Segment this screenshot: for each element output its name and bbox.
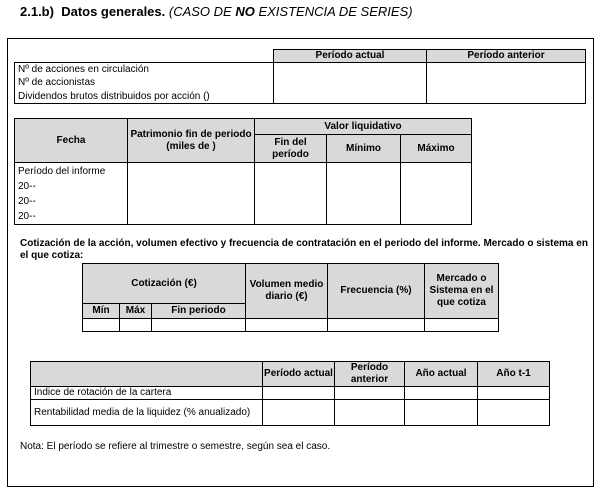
liquidity-previous-period[interactable] [335, 400, 405, 426]
col-nav-end: Fin del período [255, 135, 327, 163]
equity-value[interactable] [128, 163, 255, 225]
col-previous-period: Período anterior [427, 50, 586, 63]
nav-end-value[interactable] [255, 163, 327, 225]
market-value[interactable] [425, 319, 499, 332]
row-label-turnover: Índice de rotación de la cartera [31, 387, 263, 400]
quotation-max-value[interactable] [120, 319, 152, 332]
col-quotation-end: Fin periodo [152, 304, 246, 319]
row-label-liquidity-return: Rentabilidad media de la liquidez (% anualizado) [31, 400, 263, 426]
col-current-period: Período actual [274, 50, 427, 63]
section-number: 2.1.b) [20, 4, 54, 19]
turnover-current-period[interactable] [263, 387, 335, 400]
col-daily-volume: Volumen medio diario (€) [246, 264, 328, 319]
nav-min-value[interactable] [327, 163, 401, 225]
col-current-year: Año actual [405, 362, 478, 387]
previous-period-value[interactable] [427, 63, 586, 104]
date-labels [15, 163, 128, 225]
section-title: Datos generales. [61, 4, 166, 19]
row-label-shares: Nº de acciones en circulación [18, 64, 149, 75]
liquidity-current-period[interactable] [263, 400, 335, 426]
nav-max-value[interactable] [401, 163, 472, 225]
col-previous-period: Período anterior [335, 362, 405, 387]
share-quotation-table [82, 263, 499, 332]
liquidity-current-year[interactable] [405, 400, 478, 426]
daily-volume-value[interactable] [246, 319, 328, 332]
quotation-section-note: Cotización de la acción, volumen efectivo y frecuencia de contratación en el periodo del informe. Mercado o sistema en el que cotiza: [20, 238, 588, 261]
current-period-value[interactable] [274, 63, 427, 104]
col-quotation-group: Cotización (€) [83, 264, 246, 304]
row-label-dividends: Dividendos brutos distribuidos por acción () [18, 90, 210, 102]
col-current-period: Período actual [263, 362, 335, 387]
col-date: Fecha [15, 119, 128, 163]
liquidity-prior-year[interactable] [478, 400, 550, 426]
row-labels [15, 63, 274, 104]
col-prior-year: Año t-1 [478, 362, 550, 387]
row-label-report-period: Período del informe [18, 166, 106, 177]
col-nav-group: Valor liquidativo [255, 119, 472, 135]
col-market: Mercado o Sistema en el que cotiza [425, 264, 499, 319]
col-nav-min: Mínimo [327, 135, 401, 163]
row-label-year-3: 20-- [18, 211, 36, 222]
col-equity: Patrimonio fin de periodo (miles de ) [128, 119, 255, 163]
portfolio-indicators-table [30, 361, 550, 426]
turnover-prior-year[interactable] [478, 387, 550, 400]
empty-header-cell [31, 362, 263, 387]
quotation-end-value[interactable] [152, 319, 246, 332]
turnover-previous-period[interactable] [335, 387, 405, 400]
row-label-year-2: 20-- [18, 196, 36, 207]
col-nav-max: Máximo [401, 135, 472, 163]
frequency-value[interactable] [328, 319, 425, 332]
quotation-min-value[interactable] [83, 319, 120, 332]
col-quotation-max: Máx [120, 304, 152, 319]
col-frequency: Frecuencia (%) [328, 264, 425, 319]
section-subtitle: (CASO DE NO EXISTENCIA DE SERIES) [168, 4, 413, 19]
page-title [20, 4, 413, 19]
turnover-current-year[interactable] [405, 387, 478, 400]
row-label-year-1: 20-- [18, 181, 36, 192]
empty-header-cell [15, 50, 274, 63]
col-quotation-min: Mín [83, 304, 120, 319]
footnote: Nota: El período se refiere al trimestre o semestre, según sea el caso. [20, 441, 331, 452]
general-data-table [14, 49, 586, 104]
net-asset-value-table [14, 118, 472, 225]
row-label-shareholders: Nº de accionistas [18, 77, 96, 89]
